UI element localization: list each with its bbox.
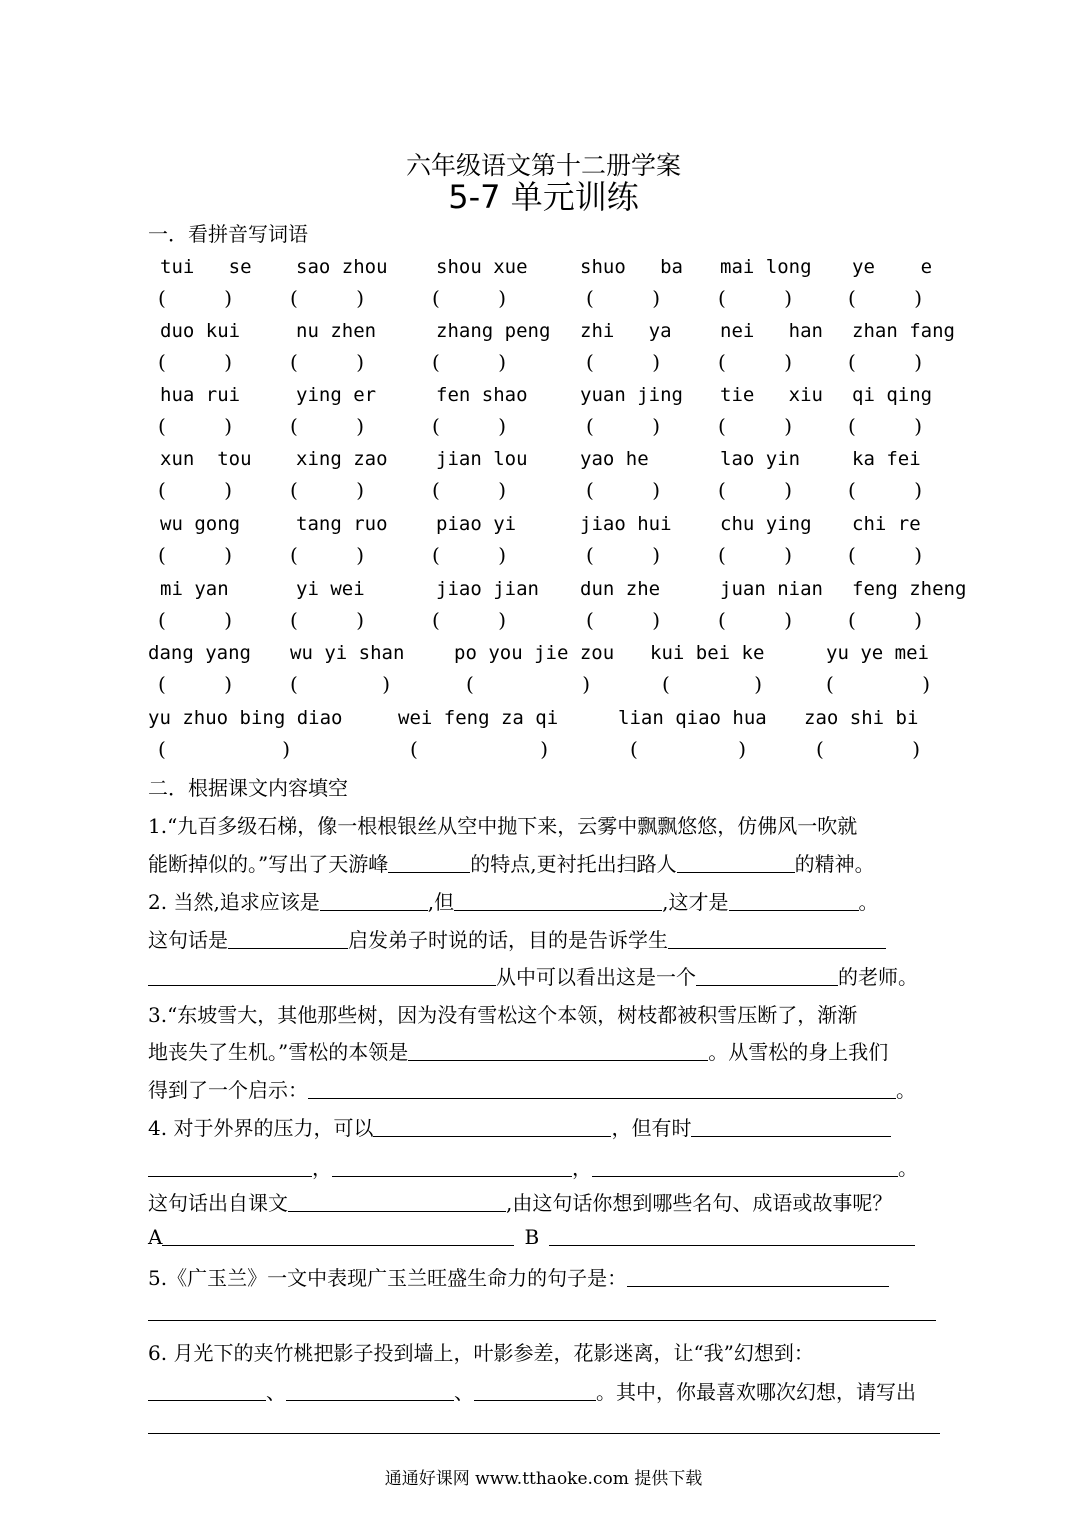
open-paren: ( — [432, 608, 440, 632]
answer-blank[interactable] — [816, 737, 920, 761]
answer-blank[interactable] — [290, 414, 364, 438]
close-paren: ) — [914, 543, 922, 567]
q6-text-tail: 。其中，你最喜欢哪次幻想，请写出 — [596, 1380, 916, 1404]
close-paren: ) — [356, 478, 364, 502]
close-paren: ) — [652, 543, 660, 567]
answer-blank[interactable] — [158, 608, 232, 632]
answer-blank[interactable] — [158, 414, 232, 438]
open-paren: ( — [158, 672, 166, 696]
q3-blank-2[interactable] — [308, 1080, 896, 1099]
q3-blank-1[interactable] — [408, 1042, 708, 1061]
pinyin-word: zhan fang — [852, 320, 955, 342]
q2-line1 — [148, 886, 879, 915]
close-paren: ) — [224, 672, 232, 696]
q2-text-d: 。 — [858, 890, 879, 914]
answer-blank[interactable] — [432, 414, 506, 438]
open-paren: ( — [662, 672, 670, 696]
answer-blank[interactable] — [290, 350, 364, 374]
pinyin-word: yi wei — [296, 578, 365, 600]
open-paren: ( — [158, 478, 166, 502]
q3-line2 — [148, 1036, 888, 1065]
answer-blank[interactable] — [290, 543, 364, 567]
open-paren: ( — [586, 608, 594, 632]
answer-blank[interactable] — [410, 737, 548, 761]
close-paren: ) — [282, 737, 290, 761]
q6-line2 — [148, 1376, 916, 1405]
close-paren: ) — [356, 608, 364, 632]
q4-end: 。 — [898, 1156, 918, 1180]
open-paren: ( — [432, 286, 440, 310]
q2-text-g: 从中可以看出这是一个 — [496, 965, 696, 989]
q4-text-d: ,由这句话你想到哪些名句、成语或故事呢？ — [506, 1191, 893, 1215]
q4-option-b: B — [524, 1225, 540, 1249]
close-paren: ) — [914, 286, 922, 310]
close-paren: ) — [738, 737, 746, 761]
q4-blank-b[interactable] — [549, 1227, 915, 1246]
q6-sep-2: 、 — [454, 1380, 474, 1404]
answer-blank[interactable] — [290, 672, 390, 696]
open-paren: ( — [158, 608, 166, 632]
close-paren: ) — [498, 608, 506, 632]
answer-blank[interactable] — [586, 350, 660, 374]
close-paren: ) — [784, 350, 792, 374]
q4-text-c: 这句话出自课文 — [148, 1191, 288, 1215]
open-paren: ( — [158, 286, 166, 310]
answer-blank[interactable] — [586, 608, 660, 632]
pinyin-word: wu gong — [160, 513, 241, 535]
q3-line1: 3.“东坡雪大，其他那些树，因为没有雪松这个本领，树枝都被积雪压断了，渐渐 — [148, 1003, 858, 1027]
answer-blank[interactable] — [432, 608, 506, 632]
page-title: 六年级语文第十二册学案 — [405, 151, 681, 180]
pinyin-word: jiao hui — [580, 513, 672, 535]
pinyin-word: po you jie zou — [454, 642, 615, 664]
q1-text-c: 的精神。 — [794, 852, 875, 876]
close-paren: ) — [784, 414, 792, 438]
pinyin-word: xun tou — [160, 448, 252, 470]
q3-text-b: 。从雪松的身上我们 — [708, 1040, 889, 1064]
open-paren: ( — [816, 737, 824, 761]
pinyin-word: lian qiao hua — [618, 707, 767, 729]
close-paren: ) — [914, 608, 922, 632]
answer-blank[interactable] — [718, 478, 792, 502]
pinyin-word: tie xiu — [720, 384, 823, 406]
answer-blank[interactable] — [718, 543, 792, 567]
close-paren: ) — [784, 478, 792, 502]
pinyin-word: duo kui — [160, 320, 241, 342]
pinyin-word: chu ying — [720, 513, 812, 535]
q2-text-h: 的老师。 — [838, 965, 918, 989]
pinyin-word: yu ye mei — [826, 642, 929, 664]
q4-text-b: ，但有时 — [611, 1116, 692, 1140]
open-paren: ( — [718, 286, 726, 310]
open-paren: ( — [290, 350, 298, 374]
pinyin-word: juan nian — [720, 578, 823, 600]
close-paren: ) — [224, 350, 232, 374]
q2-text-a: 2. 当然,追求应该是 — [148, 890, 320, 914]
q4-blank-5[interactable] — [592, 1158, 898, 1177]
open-paren: ( — [718, 350, 726, 374]
answer-blank[interactable] — [290, 478, 364, 502]
answer-blank[interactable] — [586, 478, 660, 502]
close-paren: ) — [498, 414, 506, 438]
pinyin-word: qi qing — [852, 384, 933, 406]
pinyin-word: mi yan — [160, 578, 229, 600]
q3-line3 — [148, 1074, 916, 1103]
q2-line3 — [148, 961, 918, 990]
open-paren: ( — [848, 608, 856, 632]
pinyin-word: mai long — [720, 256, 812, 278]
close-paren: ) — [652, 286, 660, 310]
pinyin-word: ye e — [852, 256, 933, 278]
open-paren: ( — [290, 672, 298, 696]
open-paren: ( — [432, 543, 440, 567]
pinyin-word: shuo ba — [580, 256, 683, 278]
open-paren: ( — [432, 350, 440, 374]
open-paren: ( — [848, 478, 856, 502]
q4-text-a: 4. 对于外界的压力，可以 — [148, 1116, 374, 1140]
open-paren: ( — [848, 286, 856, 310]
close-paren: ) — [224, 414, 232, 438]
close-paren: ) — [498, 543, 506, 567]
open-paren: ( — [718, 543, 726, 567]
q2-text-c: ,这才是 — [662, 890, 729, 914]
open-paren: ( — [290, 478, 298, 502]
answer-blank[interactable] — [586, 286, 660, 310]
close-paren: ) — [582, 672, 590, 696]
answer-blank[interactable] — [466, 672, 590, 696]
page-subtitle: 5-7 单元训练 — [448, 178, 639, 216]
pinyin-word: sao zhou — [296, 256, 388, 278]
answer-blank[interactable] — [158, 737, 290, 761]
open-paren: ( — [586, 414, 594, 438]
open-paren: ( — [466, 672, 474, 696]
open-paren: ( — [848, 414, 856, 438]
pinyin-word: ying er — [296, 384, 377, 406]
pinyin-word: hua rui — [160, 384, 241, 406]
answer-blank[interactable] — [158, 286, 232, 310]
pinyin-word: ka fei — [852, 448, 921, 470]
answer-blank[interactable] — [158, 478, 232, 502]
pinyin-word: tui se — [160, 256, 252, 278]
q1-blank-2[interactable] — [677, 854, 795, 873]
q1-blank-1[interactable] — [388, 854, 470, 873]
close-paren: ) — [498, 478, 506, 502]
answer-blank[interactable] — [432, 478, 506, 502]
close-paren: ) — [652, 608, 660, 632]
q2-text-f: 启发弟子时说的话，目的是告诉学生 — [348, 928, 668, 952]
answer-blank[interactable] — [718, 414, 792, 438]
q4-blank-6[interactable] — [288, 1193, 506, 1212]
open-paren: ( — [630, 737, 638, 761]
answer-blank[interactable] — [848, 608, 922, 632]
close-paren: ) — [922, 672, 930, 696]
answer-blank[interactable] — [826, 672, 930, 696]
close-paren: ) — [784, 608, 792, 632]
close-paren: ) — [784, 286, 792, 310]
q2-blank-7[interactable] — [696, 967, 838, 986]
close-paren: ) — [224, 286, 232, 310]
close-paren: ) — [356, 350, 364, 374]
pinyin-word: fen shao — [436, 384, 528, 406]
answer-blank[interactable] — [586, 543, 660, 567]
answer-blank[interactable] — [432, 286, 506, 310]
answer-blank[interactable] — [586, 414, 660, 438]
pinyin-word: dang yang — [148, 642, 251, 664]
pinyin-word: chi re — [852, 513, 921, 535]
close-paren: ) — [652, 478, 660, 502]
open-paren: ( — [290, 543, 298, 567]
open-paren: ( — [432, 478, 440, 502]
open-paren: ( — [718, 478, 726, 502]
q4-blank-3[interactable] — [148, 1158, 312, 1177]
close-paren: ) — [784, 543, 792, 567]
pinyin-word: feng zheng — [852, 578, 967, 600]
q3-text-a: 地丧失了生机。”雪松的本领是 — [148, 1040, 409, 1064]
q2-blank-3[interactable] — [729, 892, 859, 911]
pinyin-word: shou xue — [436, 256, 528, 278]
answer-blank[interactable] — [848, 414, 922, 438]
q6-blank-1[interactable] — [148, 1382, 266, 1401]
close-paren: ) — [914, 414, 922, 438]
open-paren: ( — [848, 543, 856, 567]
open-paren: ( — [848, 350, 856, 374]
open-paren: ( — [586, 543, 594, 567]
pinyin-word: zao shi bi — [804, 707, 919, 729]
pinyin-word: piao yi — [436, 513, 517, 535]
open-paren: ( — [290, 286, 298, 310]
answer-blank[interactable] — [432, 350, 506, 374]
close-paren: ) — [754, 672, 762, 696]
pinyin-word: yao he — [580, 448, 649, 470]
answer-blank[interactable] — [718, 350, 792, 374]
pinyin-word: yuan jing — [580, 384, 683, 406]
open-paren: ( — [586, 478, 594, 502]
answer-blank[interactable] — [662, 672, 762, 696]
open-paren: ( — [158, 414, 166, 438]
pinyin-word: jian lou — [436, 448, 528, 470]
q1-text-a: 能断掉似的。”写出了天游峰 — [148, 852, 389, 876]
q6-sep-1: 、 — [266, 1380, 286, 1404]
answer-blank[interactable] — [432, 543, 506, 567]
q5-blank-1[interactable] — [627, 1268, 889, 1287]
q5-line1 — [148, 1262, 889, 1291]
q6-line1: 6. 月光下的夹竹桃把影子投到墙上，叶影参差，花影迷离，让“我”幻想到： — [148, 1341, 814, 1365]
q5-answer-line[interactable] — [148, 1320, 936, 1321]
pinyin-word: zhi ya — [580, 320, 672, 342]
pinyin-word: yu zhuo bing diao — [148, 707, 343, 729]
q4-line4 — [148, 1225, 915, 1249]
answer-blank[interactable] — [848, 350, 922, 374]
open-paren: ( — [410, 737, 418, 761]
answer-blank[interactable] — [290, 608, 364, 632]
close-paren: ) — [224, 478, 232, 502]
q4-blank-1[interactable] — [373, 1118, 611, 1137]
q2-blank-6[interactable] — [148, 967, 496, 986]
open-paren: ( — [158, 350, 166, 374]
close-paren: ) — [914, 350, 922, 374]
q4-blank-4[interactable] — [332, 1158, 572, 1177]
answer-blank[interactable] — [158, 672, 232, 696]
close-paren: ) — [356, 414, 364, 438]
q6-answer-line[interactable] — [148, 1433, 940, 1434]
open-paren: ( — [586, 350, 594, 374]
answer-blank[interactable] — [158, 350, 232, 374]
section1-heading: 一．看拼音写词语 — [148, 222, 308, 246]
q2-text-b: ,但 — [427, 890, 455, 914]
close-paren: ) — [914, 478, 922, 502]
q4-line3 — [148, 1187, 892, 1216]
pinyin-word: nu zhen — [296, 320, 377, 342]
open-paren: ( — [718, 414, 726, 438]
q2-blank-2[interactable] — [454, 892, 662, 911]
answer-blank[interactable] — [158, 543, 232, 567]
q4-blank-2[interactable] — [691, 1118, 891, 1137]
footer-text: 通通好课网 www.tthaoke.com 提供下载 — [384, 1469, 703, 1489]
q3-text-d: 。 — [896, 1078, 916, 1102]
answer-blank[interactable] — [290, 286, 364, 310]
close-paren: ) — [224, 543, 232, 567]
open-paren: ( — [290, 608, 298, 632]
answer-blank[interactable] — [630, 737, 746, 761]
q4-comma-1: ， — [312, 1156, 332, 1180]
answer-blank[interactable] — [718, 608, 792, 632]
pinyin-word: lao yin — [720, 448, 801, 470]
pinyin-word: dun zhe — [580, 578, 661, 600]
open-paren: ( — [158, 543, 166, 567]
close-paren: ) — [356, 286, 364, 310]
open-paren: ( — [826, 672, 834, 696]
open-paren: ( — [718, 608, 726, 632]
close-paren: ) — [382, 672, 390, 696]
close-paren: ) — [498, 286, 506, 310]
answer-blank[interactable] — [718, 286, 792, 310]
close-paren: ) — [540, 737, 548, 761]
open-paren: ( — [586, 286, 594, 310]
close-paren: ) — [498, 350, 506, 374]
pinyin-word: tang ruo — [296, 513, 388, 535]
q2-line2 — [148, 924, 886, 953]
q6-blank-2[interactable] — [286, 1382, 454, 1401]
pinyin-word: nei han — [720, 320, 823, 342]
q3-text-c: 得到了一个启示： — [148, 1078, 308, 1102]
answer-blank[interactable] — [848, 286, 922, 310]
q4-comma-2: ， — [572, 1156, 592, 1180]
q4-line2 — [148, 1152, 918, 1181]
q2-blank-1[interactable] — [320, 892, 428, 911]
open-paren: ( — [432, 414, 440, 438]
pinyin-word: wu yi shan — [290, 642, 405, 664]
close-paren: ) — [356, 543, 364, 567]
q1-text-b: 的特点,更衬托出扫路人 — [470, 852, 677, 876]
close-paren: ) — [652, 350, 660, 374]
open-paren: ( — [158, 737, 166, 761]
pinyin-word: zhang peng — [436, 320, 551, 342]
q4-blank-a[interactable] — [162, 1227, 514, 1246]
open-paren: ( — [290, 414, 298, 438]
pinyin-word: wei feng za qi — [398, 707, 559, 729]
q4-option-a: A — [148, 1225, 163, 1249]
q6-blank-3[interactable] — [474, 1382, 596, 1401]
pinyin-word: xing zao — [296, 448, 388, 470]
q1-line1: 1.“九百多级石梯，像一根根银丝从空中抛下来，云雾中飘飘悠悠，仿佛风一吹就 — [148, 814, 858, 838]
pinyin-word: kui bei ke — [650, 642, 765, 664]
close-paren: ) — [224, 608, 232, 632]
section2-heading: 二．根据课文内容填空 — [148, 776, 348, 800]
q4-line1 — [148, 1112, 891, 1141]
close-paren: ) — [912, 737, 920, 761]
q5-text: 5.《广玉兰》一文中表现广玉兰旺盛生命力的句子是： — [148, 1266, 628, 1290]
q2-blank-4[interactable] — [228, 930, 348, 949]
pinyin-word: jiao jian — [436, 578, 539, 600]
q2-text-e: 这句话是 — [148, 928, 228, 952]
close-paren: ) — [652, 414, 660, 438]
answer-blank[interactable] — [848, 478, 922, 502]
answer-blank[interactable] — [848, 543, 922, 567]
q1-line2 — [148, 848, 875, 877]
q2-blank-5[interactable] — [668, 930, 886, 949]
